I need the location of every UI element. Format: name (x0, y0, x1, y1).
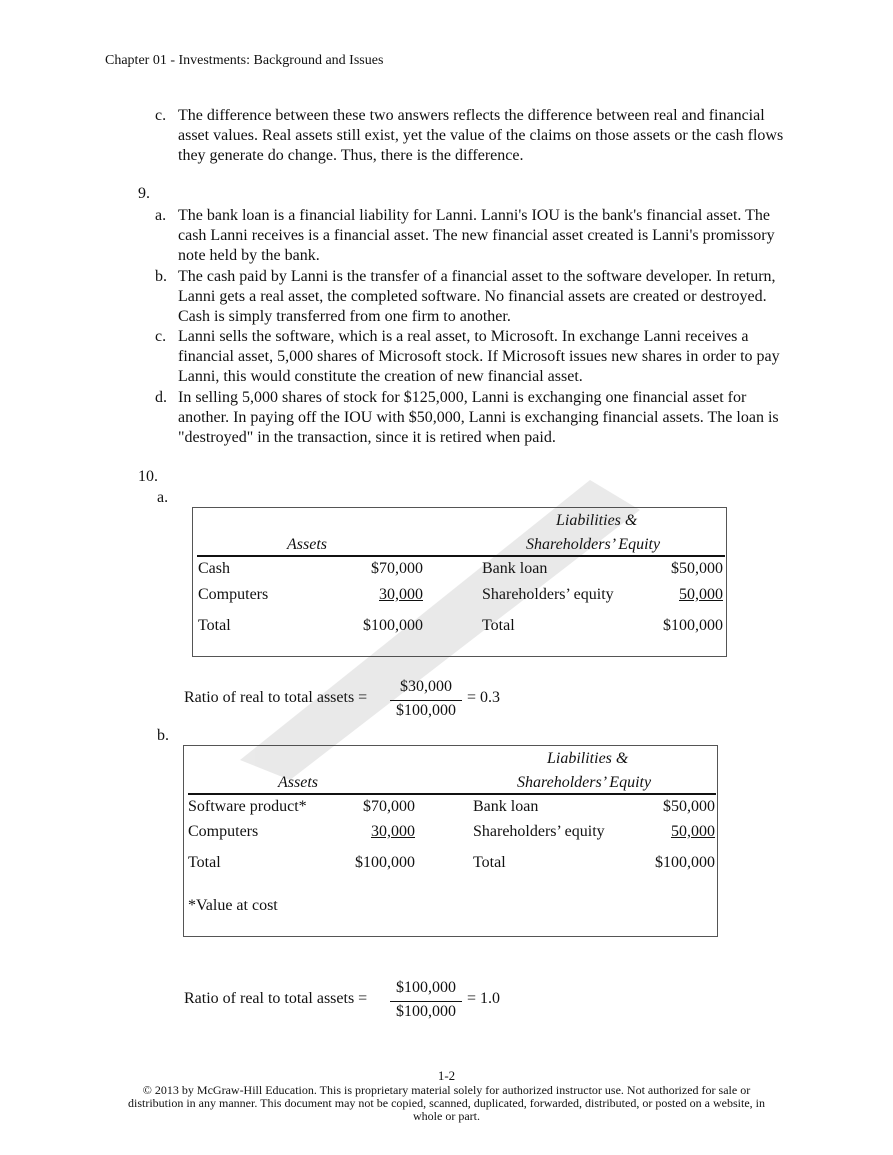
item-label: c. (155, 107, 167, 124)
balance-sheet-b (183, 745, 718, 937)
item-label: a. (155, 207, 167, 224)
liability-value-bank-loan: $50,000 (663, 798, 715, 815)
q8-item-c (155, 106, 795, 166)
assets-header: Assets (278, 774, 318, 791)
item-text: The difference between these two answers reflects the difference between real and financial asset values. Real assets still exist, yet the value of the claims on those assets or the cash flows they generate do change. Thus, there is the difference. (178, 107, 784, 164)
question-10-number: 10. (138, 468, 158, 485)
liabilities-header-line2: Shareholders’ Equity (517, 774, 652, 791)
header-rule (197, 555, 725, 557)
ratio-a-result: = 0.3 (467, 689, 501, 706)
liability-value-bank-loan: $50,000 (671, 560, 723, 577)
asset-name-computers: Computers (188, 823, 259, 840)
liability-value-total: $100,000 (663, 617, 723, 634)
q9-item-c (155, 327, 795, 387)
ratio-b-denominator: $100,000 (396, 1003, 456, 1020)
item-label: b. (155, 268, 167, 285)
ratio-a-label: Ratio of real to total assets = (184, 689, 368, 706)
liability-name-equity: Shareholders’ equity (473, 823, 605, 840)
asset-name-computers: Computers (198, 586, 269, 603)
ratio-a-denominator: $100,000 (396, 702, 456, 719)
ratio-b-result: = 1.0 (467, 990, 501, 1007)
asset-name-total: Total (198, 617, 231, 634)
asset-value-software: $70,000 (363, 798, 415, 815)
asset-name-total: Total (188, 854, 221, 871)
asset-value-computers: 30,000 (379, 586, 423, 603)
liability-value-equity: 50,000 (679, 586, 723, 603)
liabilities-header-line2: Shareholders’ Equity (526, 536, 661, 553)
item-text: The cash paid by Lanni is the transfer of a financial asset to the software developer. In return, Lanni gets a real asset, the completed software. No financial assets are created or destroyed. Cash is simply transferred from one firm to another. (178, 268, 776, 325)
liability-name-total: Total (482, 617, 515, 634)
header-rule (188, 793, 716, 795)
copyright-line-1: © 2013 by McGraw-Hill Education. This is proprietary material solely for authorized instructor use. Not authorized for sale or (142, 1083, 751, 1097)
copyright-line-2: distribution in any manner. This document may not be copied, scanned, duplicated, forwarded, distributed, or posted on a website, in (128, 1096, 765, 1110)
q9-item-a (155, 206, 795, 266)
liability-name-total: Total (473, 854, 506, 871)
item-label: c. (155, 328, 167, 345)
ratio-a-numerator: $30,000 (400, 678, 452, 695)
item-text: Lanni sells the software, which is a real asset, to Microsoft. In exchange Lanni receives a financial asset, 5,000 shares of Microsoft stock. If Microsoft issues new shares in order to pay Lanni, this would constitute the creation of new financial asset. (178, 328, 780, 385)
liability-value-total: $100,000 (655, 854, 715, 871)
asset-value-cash: $70,000 (371, 560, 423, 577)
liabilities-header-line1: Liabilities & (547, 750, 629, 767)
table-footnote: *Value at cost (188, 897, 278, 914)
item-text: In selling 5,000 shares of stock for $125,000, Lanni is exchanging one financial asset for another. In paying off the IOU with $50,000, Lanni is exchanging financial assets. The loan is "destroyed" in the transaction, since it is retired when paid. (178, 389, 779, 446)
liability-value-equity: 50,000 (671, 823, 715, 840)
asset-value-total: $100,000 (355, 854, 415, 871)
page-header: Chapter 01 - Investments: Background and Issues (105, 53, 384, 68)
ratio-a-fraction-bar (390, 700, 462, 701)
asset-value-total: $100,000 (363, 617, 423, 634)
q9-item-b (155, 267, 795, 327)
page-number: 1-2 (437, 1068, 456, 1083)
liability-name-bank-loan: Bank loan (473, 798, 539, 815)
ratio-b-label: Ratio of real to total assets = (184, 990, 368, 1007)
asset-name-cash: Cash (198, 560, 230, 577)
liability-name-bank-loan: Bank loan (482, 560, 548, 577)
assets-header: Assets (287, 536, 327, 553)
liability-name-equity: Shareholders’ equity (482, 586, 614, 603)
ratio-b-numerator: $100,000 (396, 979, 456, 996)
item-text: The bank loan is a financial liability for Lanni. Lanni's IOU is the bank's financial asset. The cash Lanni receives is a financial asset. The new financial asset created is Lanni's promissory note held by the bank. (178, 207, 775, 264)
q10-part-a-label: a. (157, 489, 169, 506)
q9-item-d (155, 388, 795, 448)
question-9-number: 9. (138, 185, 150, 202)
ratio-b-fraction-bar (390, 1001, 462, 1002)
copyright-line-3: whole or part. (413, 1109, 480, 1123)
liabilities-header-line1: Liabilities & (556, 512, 638, 529)
asset-name-software: Software product* (188, 798, 307, 815)
balance-sheet-a (192, 507, 727, 657)
asset-value-computers: 30,000 (371, 823, 415, 840)
item-label: d. (155, 389, 167, 406)
q10-part-b-label: b. (157, 727, 169, 744)
